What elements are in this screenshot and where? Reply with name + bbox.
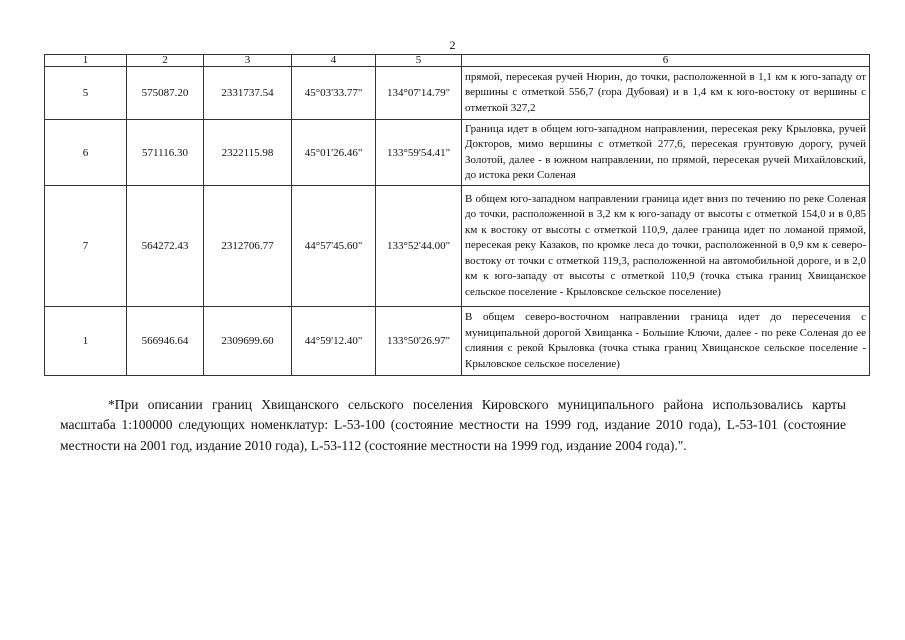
page-number: 2 xyxy=(449,38,456,52)
latitude: 44°59'12.40" xyxy=(292,307,376,376)
longitude: 133°59'54.41" xyxy=(376,120,462,186)
y-coordinate: 2322115.98 xyxy=(204,120,292,186)
y-coordinate: 2331737.54 xyxy=(204,67,292,120)
point-number: 5 xyxy=(45,67,127,120)
point-number: 1 xyxy=(45,307,127,376)
boundary-description: Граница идет в общем юго-западном направлении, пересекая реку Крыловка, ручей Докторов, мимо вершины с отметкой 277,6, пересекая грунтовую дорогу, ручей Золотой, далее - в южном направлении, по прямой, пересекая ручей Михайловский, до истока реки Соленая xyxy=(462,120,870,186)
column-header-longitude: 5 xyxy=(376,55,462,67)
table-row xyxy=(45,307,870,376)
column-header-point: 1 xyxy=(45,55,127,67)
y-coordinate: 2312706.77 xyxy=(204,186,292,307)
column-header-description: 6 xyxy=(462,55,870,67)
longitude: 134°07'14.79" xyxy=(376,67,462,120)
latitude: 44°57'45.60" xyxy=(292,186,376,307)
boundary-description: В общем северо-восточном направлении граница идет до пересечения с муниципальной дорогой Хвищанка - Большие Ключи, далее - по реке Соленая до ее слияния с рекой Крыловка (точка стыка границ Хвищанское сельское поселение - Крыловское сельское поселение) xyxy=(462,307,870,376)
point-number: 6 xyxy=(45,120,127,186)
x-coordinate: 575087.20 xyxy=(127,67,204,120)
longitude: 133°50'26.97" xyxy=(376,307,462,376)
y-coordinate: 2309699.60 xyxy=(204,307,292,376)
column-header-x: 2 xyxy=(127,55,204,67)
latitude: 45°03'33.77" xyxy=(292,67,376,120)
boundary-points-table xyxy=(44,54,870,376)
longitude: 133°52'44.00" xyxy=(376,186,462,307)
x-coordinate: 571116.30 xyxy=(127,120,204,186)
x-coordinate: 564272.43 xyxy=(127,186,204,307)
table-row xyxy=(45,186,870,307)
table-row xyxy=(45,120,870,186)
boundary-description: В общем юго-западном направлении граница идет вниз по течению по реке Соленая до точки, расположенной в 3,2 км к юго-западу от высоты с отметкой 154,0 и в 0,85 км к востоку от высоты с отметкой 110,9, далее граница идет по ломаной прямой, пересекая реку Казаков, по кромке леса до точки, расположенной в 0,9 км к северо-востоку от точки с отметкой 119,3, расположенной на автомобильной дороге, и в 2,0 км к юго-западу от высоты с отметкой 110,9 (точка стыка границ Хвищанское сельское поселение - Крыловское сельское поселение) xyxy=(462,186,870,307)
table-row xyxy=(45,67,870,120)
x-coordinate: 566946.64 xyxy=(127,307,204,376)
point-number: 7 xyxy=(45,186,127,307)
footnote: *При описании границ Хвищанского сельского поселения Кировского муниципального района использовались карты масштаба 1:100000 следующих номенклатур: L-53-100 (состояние местности на 1999 год, издание 2010 года), L-53-101 (состояние местности на 2001 год, издание 2010 года), L-53-112 (состояние местности на 1999 год, издание 2004 года).". xyxy=(60,396,846,453)
table-header-row xyxy=(45,55,870,67)
boundary-description: прямой, пересекая ручей Нюрин, до точки, расположенной в 1,1 км к юго-западу от вершины с отметкой 556,7 (гора Дубовая) и в 1,4 км к юго-востоку от вершины с отметкой 327,2 xyxy=(462,67,870,120)
column-header-y: 3 xyxy=(204,55,292,67)
latitude: 45°01'26.46" xyxy=(292,120,376,186)
column-header-latitude: 4 xyxy=(292,55,376,67)
